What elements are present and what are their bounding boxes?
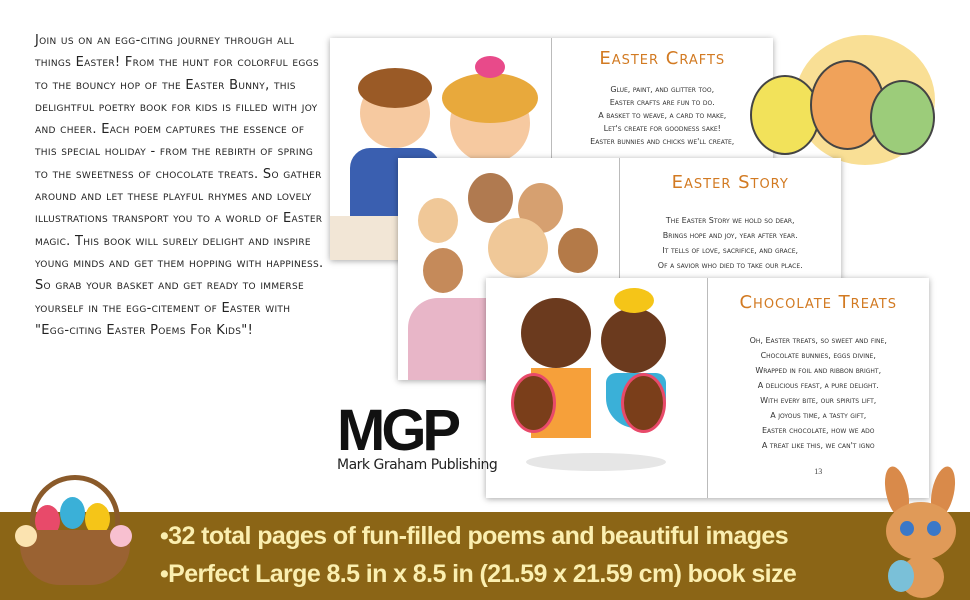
- poem-line: Easter chocolate, how we ado: [761, 426, 875, 435]
- poem-page: [708, 278, 930, 498]
- poem-line: A joyous time, a tasty gift,: [770, 411, 867, 420]
- poem-line: It tells of love, sacrifice, and grace,: [662, 246, 799, 255]
- poem-line: Brings hope and joy, year after year.: [662, 231, 798, 240]
- poem-line: Wrapped in foil and ribbon bright,: [755, 366, 882, 375]
- easter-basket-illustration: [10, 475, 140, 590]
- logo-name: Mark Graham Publishing: [337, 457, 498, 473]
- feature-page-count: •32 total pages of fun-filled poems and beautiful images: [160, 522, 789, 550]
- poem-line: A basket to weave, a card to make,: [598, 111, 727, 120]
- book-description: Join us on an egg-citing journey through all things Easter! From the hunt for colorful eggs to the bouncy hop of the Easter Bunny, this delightful poetry book for kids is filled with joy and cheer. Each poem captures the essence of this special holiday - from the rebirth of spring to the sweetness of chocolate treats. So gather around and let these playful rhymes and lovely illustrations transport you to a world of Easter magic. This book will surely delight and inspire young minds and get them hopping with happiness. So grab your basket and get ready to immerse yourself in the egg-citement of Easter with "Egg-citing Easter Poems For Kids"!: [35, 33, 324, 338]
- poem-line: Chocolate bunnies, eggs divine,: [760, 351, 876, 360]
- publisher-logo: [337, 398, 498, 473]
- bunny-illustration: [880, 466, 970, 600]
- logo-mark: MGP: [337, 398, 458, 463]
- poem-title: Easter Story: [671, 172, 789, 193]
- page-number: 13: [814, 467, 823, 476]
- features-banner: [0, 512, 970, 600]
- poem-line: Let's create for goodness sake!: [603, 124, 721, 133]
- book-spread-chocolate-treats: [486, 278, 929, 498]
- poem-line: Easter bunnies and chicks we'll create,: [590, 137, 735, 146]
- poem-line: Of a savior who died to take our place.: [657, 261, 803, 270]
- poem-line: A delicious feast, a pure delight.: [757, 381, 879, 390]
- poem-line: The Easter Story we hold so dear,: [665, 216, 795, 225]
- illustration-kids-chocolate-eggs: [486, 278, 708, 498]
- poem-line: Glue, paint, and glitter too,: [610, 85, 715, 94]
- poem-title: Chocolate Treats: [739, 292, 897, 313]
- poem-line: Oh, Easter treats, so sweet and fine,: [749, 336, 887, 345]
- feature-book-size: •Perfect Large 8.5 in x 8.5 in (21.59 x 21.59 cm) book size: [160, 560, 797, 588]
- poem-line: With every bite, our spirits lift,: [760, 396, 877, 405]
- poem-title: Easter Crafts: [599, 48, 726, 69]
- chicks-illustration: [745, 35, 945, 165]
- poem-line: A treat like this, we can't igno: [761, 441, 875, 450]
- poem-line: Easter crafts are fun to do.: [609, 98, 715, 107]
